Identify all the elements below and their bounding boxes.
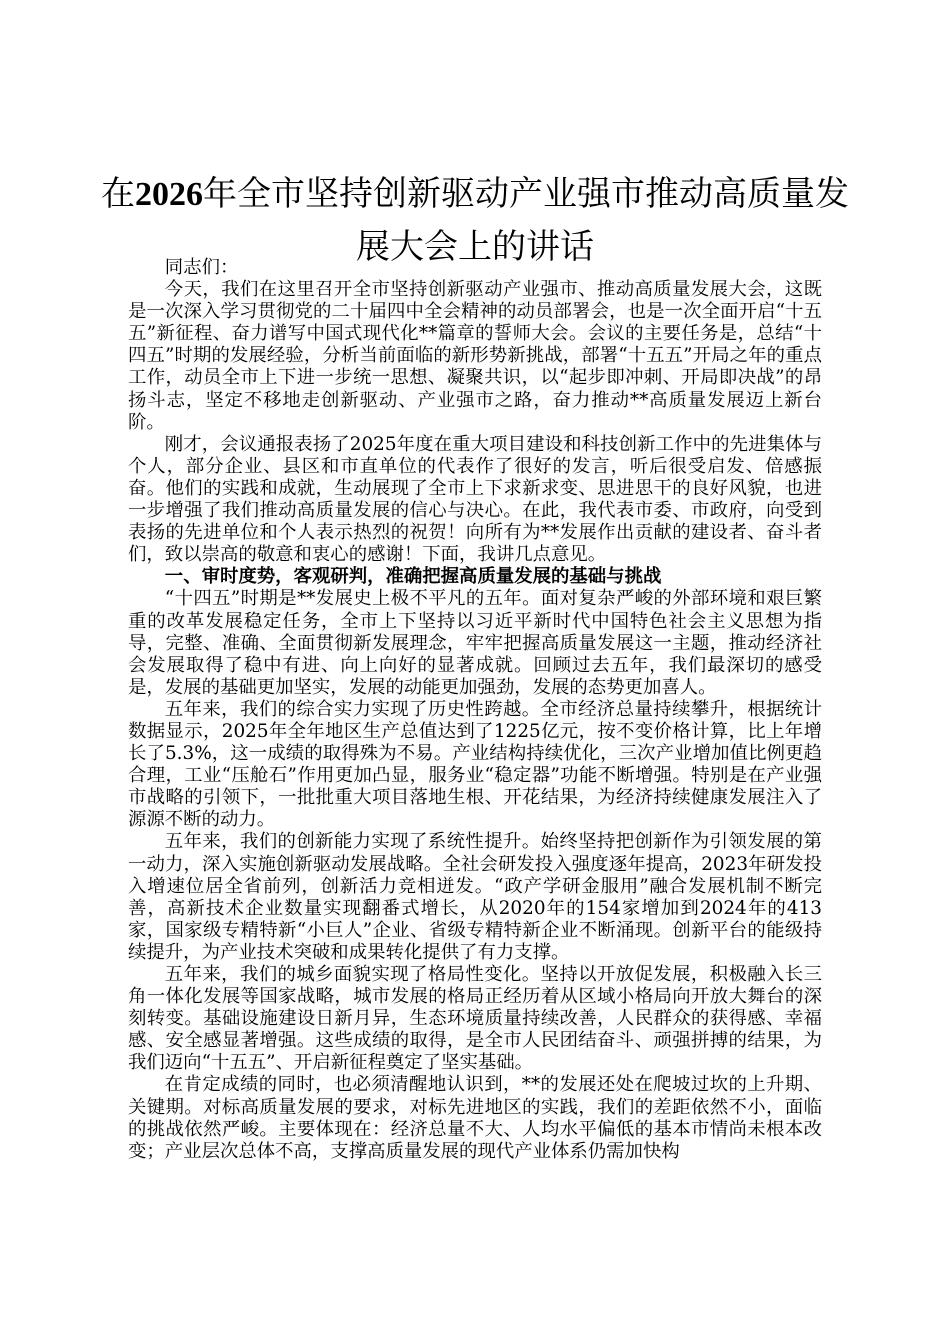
title-rest: 年全市坚持创新驱动产业强市推动高质量发展大会上的讲话 <box>203 174 849 267</box>
paragraph: 五年来，我们的综合实力实现了历史性跨越。全市经济总量持续攀升，根据统计数据显示，2025年全年地区生产总值达到了1225亿元，按不变价格计算，比上年增长了5.3%，这一成绩的取得殊为不易。产业结构持续优化，三次产业增加值比例更趋合理，工业“压舱石”作用更加凸显，服务业“稳定器”功能不断增强。特别是在产业强市战略的引领下，一批批重大项目落地生根、开花结果，为经济持续健康发展注入了源源不断的动力。 <box>128 698 822 831</box>
section-heading: 一、审时度势，客观研判，准确把握高质量发展的基础与挑战 <box>164 566 662 588</box>
title-prefix: 在 <box>101 174 135 214</box>
salutation: 同志们： <box>164 257 239 278</box>
paragraph: 五年来，我们的城乡面貌实现了格局性变化。坚持以开放促发展，积极融入长三角一体化发展等国家战略，城市发展的格局正经历着从区域小格局向开放大舞台的深刻转变。基础设施建设日新月异，生态环境质量持续改善，人民群众的获得感、幸福感、安全感显著增强。这些成绩的取得，是全市人民团结奋斗、顽强拼搏的结果，为我们迈向“十五五”、开启新征程奠定了坚实基础。 <box>128 964 822 1074</box>
paragraph: 在肯定成绩的同时，也必须清醒地认识到，**的发展还处在爬坡过坎的上升期、关键期。对标高质量发展的要求，对标先进地区的实践，我们的差距依然不小，面临的挑战依然严峻。主要体现在：经济总量不大、人均水平偏低的基本市情尚未根本改变；产业层次总体不高，支撑高质量发展的现代产业体系仍需加快构 <box>128 1074 822 1162</box>
paragraph: 今天，我们在这里召开全市坚持创新驱动产业强市、推动高质量发展大会，这既是一次深入学习贯彻党的二十届四中全会精神的动员部署会，也是一次全面开启“十五五”新征程、奋力谱写中国式现代化**篇章的誓师大会。会议的主要任务是，总结“十四五”时期的发展经验，分析当前面临的新形势新挑战，部署“十五五”开局之年的重点工作，动员全市上下进一步统一思想、凝聚共识，以“起步即冲刺、开局即决战”的昂扬斗志，坚定不移地走创新驱动、产业强市之路，奋力推动**高质量发展迈上新台阶。 <box>128 279 822 433</box>
title-year: 2026 <box>135 176 203 213</box>
paragraph: 五年来，我们的创新能力实现了系统性提升。始终坚持把创新作为引领发展的第一动力，深入实施创新驱动发展战略。全社会研发投入强度逐年提高，2023年研发投入增速位居全省前列，创新活力竞相迸发。“政产学研金服用”融合发展机制不断完善，高新技术企业数量实现翻番式增长，从2020年的154家增加到2024年的413家，国家级专精特新“小巨人”企业、省级专精特新企业不断涌现。创新平台的能级持续提升，为产业技术突破和成果转化提供了有力支撑。 <box>128 831 822 963</box>
paragraph: “十四五”时期是**发展史上极不平凡的五年。面对复杂严峻的外部环境和艰巨繁重的改革发展稳定任务，全市上下坚持以习近平新时代中国特色社会主义思想为指导，完整、准确、全面贯彻新发展理念，牢牢把握高质量发展这一主题，推动经济社会发展取得了稳中有进、向上向好的显著成就。回顾过去五年，我们最深切的感受是，发展的基础更加坚实，发展的动能更加强劲，发展的态势更加喜人。 <box>128 588 822 698</box>
document-body <box>128 257 822 1163</box>
paragraph: 刚才，会议通报表扬了2025年度在重大项目建设和科技创新工作中的先进集体与个人，部分企业、县区和市直单位的代表作了很好的发言，听后很受启发、倍感振奋。他们的实践和成就，生动展现了全市上下求新求变、思进思干的良好风貌，也进一步增强了我们推动高质量发展的信心与决心。在此，我代表市委、市政府，向受到表扬的先进单位和个人表示热烈的祝贺！向所有为**发展作出贡献的建设者、奋斗者们，致以崇高的敬意和衷心的感谢！下面，我讲几点意见。 <box>128 433 822 566</box>
